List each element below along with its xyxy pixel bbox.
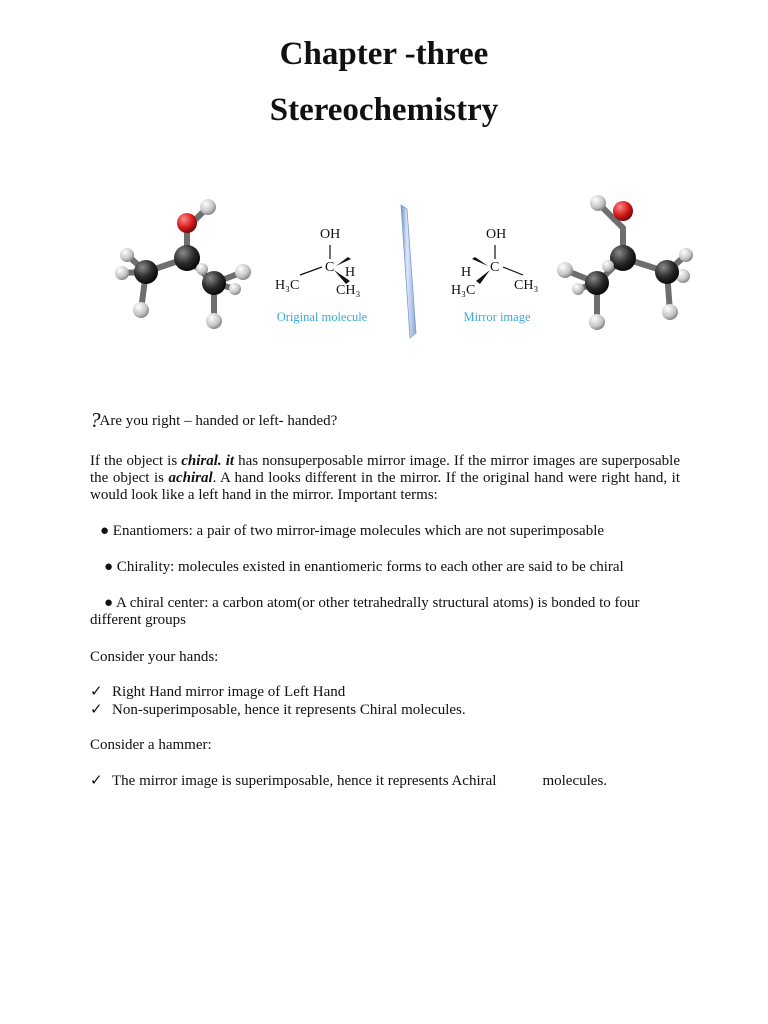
hands-item-2: [90, 702, 680, 719]
term-achiral: achiral: [168, 470, 213, 486]
checkmark-icon: ✓: [90, 773, 103, 789]
term-enantiomers: ● Enantiomers: a pair of two mirror-image molecules which are not superimposable: [100, 523, 605, 539]
checkmark-icon: ✓: [90, 702, 103, 718]
original-molecule-model: [115, 199, 251, 329]
hammer-item-1-tail: molecules.: [542, 773, 608, 789]
term-chiral: chiral. it: [181, 453, 235, 469]
intro-text-2: has nonsuperposable mirror image. If the mirror images are superposable the object is: [90, 453, 680, 486]
intro-paragraph: [90, 453, 680, 504]
mirror-icon: [401, 205, 416, 338]
hammer-item-1: [90, 773, 680, 790]
original-structural-formula: [275, 227, 368, 324]
checkmark-icon: ✓: [90, 684, 103, 700]
carbon-label: C: [490, 260, 500, 275]
h3c-label: H₃C: [275, 278, 300, 293]
term-chiral-center: ● A chiral center: a carbon atom(or other tetrahedrally structural atoms) is bonded to four different groups: [90, 595, 640, 628]
question-icon: ?: [90, 408, 100, 432]
page-title: Stereochemistry: [269, 92, 499, 128]
original-caption: Original molecule: [276, 310, 368, 324]
mirror-caption: Mirror image: [463, 310, 531, 324]
ch3-label: CH₃: [336, 283, 361, 298]
question-line: [90, 408, 680, 432]
hammer-heading: Consider a hammer:: [90, 737, 212, 753]
hands-heading: Consider your hands:: [90, 649, 219, 665]
question-text: Are you right – handed or left- handed?: [99, 413, 338, 429]
mirror-molecule-model: [557, 195, 693, 330]
h3c-label: H₃C: [451, 283, 476, 298]
hydrogen-label: H: [461, 265, 472, 280]
chapter-heading: Chapter -three: [279, 36, 489, 72]
hands-item-1: [90, 684, 680, 701]
chirality-figure: [110, 185, 700, 345]
carbon-label: C: [325, 260, 335, 275]
term-chirality: ● Chirality: molecules existed in enantiomeric forms to each other are said to be chiral: [104, 559, 624, 575]
oh-label: OH: [486, 227, 507, 242]
hands-item-1-text: Right Hand mirror image of Left Hand: [112, 684, 346, 700]
oh-label: OH: [320, 227, 341, 242]
hydrogen-label: H: [345, 265, 356, 280]
ch3-label: CH₃: [514, 278, 539, 293]
hammer-item-1-text: The mirror image is superimposable, hence it represents Achiral: [112, 773, 497, 789]
mirror-structural-formula: [451, 227, 538, 324]
hands-item-2-text: Non-superimposable, hence it represents Chiral molecules.: [112, 702, 466, 718]
intro-text-1: If the object is: [90, 453, 182, 469]
intro-text-3: . A hand looks different in the mirror. If the original hand were right hand, it would look like a left hand in the mirror. Important terms:: [90, 470, 680, 503]
